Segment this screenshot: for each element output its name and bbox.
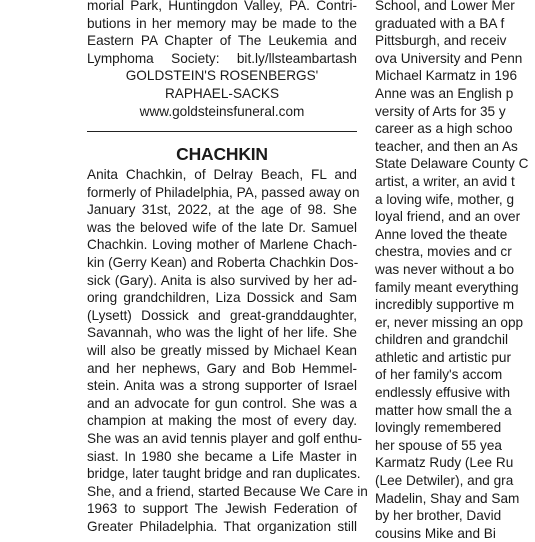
adjacent-obituary-line: er, never missing an opp	[375, 314, 524, 330]
adjacent-obituary-line: career as a high schoo	[375, 121, 513, 137]
funeral-home-name: GOLDSTEIN'S ROSENBERGS'	[125, 68, 319, 84]
adjacent-obituary-line: lovingly remembered	[375, 420, 502, 436]
obituary-body-line: Anita Chachkin, of Delray Beach, FL and	[87, 167, 357, 182]
adjacent-obituary-line: loyal friend, and an over	[375, 209, 521, 225]
adjacent-obituary-body	[375, 0, 535, 542]
adjacent-obituary-line: athletic and artistic pur	[375, 349, 512, 365]
adjacent-obituary-line: endlessly effusive with	[375, 385, 511, 401]
obituary-body-line: Savannah, who was the light of her life. She	[87, 325, 357, 341]
funeral-home-website: www.goldsteinsfuneral.com	[139, 103, 305, 119]
obituary-body-line: (Lysett) Dossick and great-granddaughter,	[87, 307, 357, 323]
adjacent-obituary-line: chestra, movies and cr	[375, 244, 512, 260]
adjacent-obituary-line: Michael Karmatz in 196	[375, 68, 518, 84]
adjacent-obituary-line: versity of Arts for 35 y	[375, 103, 506, 119]
obituary-headline: CHACHKIN	[176, 144, 268, 164]
adjacent-obituary-line: School, and Lower Mer	[375, 0, 515, 13]
obituary-body-line: stein. Anita was a strong supporter of Israel	[87, 378, 357, 394]
adjacent-obituary-line: Anne was an English p	[375, 85, 514, 101]
section-divider	[87, 131, 357, 132]
adjacent-obituary-line: children and grandchil	[375, 332, 509, 348]
obituary-body-line: champion at making the most of every day.	[87, 413, 357, 429]
obituary-body-line: formerly of Philadelphia, PA, passed away on	[87, 184, 360, 200]
adjacent-obituary-line: Karmatz Rudy (Lee Ru	[375, 455, 514, 471]
previous-notice-line: Lymphoma Society: bit.ly/llsteambartash	[87, 50, 357, 66]
obituary-body-line: Greater Philadelphia. That organization still	[87, 518, 357, 534]
obituary-body	[87, 166, 368, 535]
obituary-body-line: kin (Gerry Kean) and Roberta Chachkin Dos-	[87, 254, 359, 270]
adjacent-obituary-line: family meant everything	[375, 279, 519, 295]
adjacent-obituary-line: her spouse of 55 yea	[375, 437, 502, 453]
adjacent-obituary-line: cousins Mike and Bi	[375, 525, 496, 541]
obituary-body-line: Chachkin. Loving mother of Marlene Chach-	[87, 237, 357, 253]
obituary-body-line: and an advocate for gun control. She was a	[87, 395, 357, 411]
obituary-body-line: January 31st, 2022, at the age of 98. She	[87, 202, 357, 218]
left-obituary-column	[87, 0, 368, 534]
adjacent-obituary-line: a loving wife, mother, g	[375, 191, 515, 207]
obituary-body-line: oring grandchildren, Liza Dossick and Sam	[87, 290, 357, 306]
obituary-body-line: 1963 to support The Jewish Federation of	[87, 501, 357, 517]
adjacent-obituary-line: Pittsburgh, and receiv	[375, 33, 507, 49]
obituary-body-line: siast. In 1980 she became a Life Master in	[87, 448, 357, 464]
adjacent-obituary-line: incredibly supportive m	[375, 297, 515, 313]
adjacent-obituary-line: State Delaware County C	[375, 156, 529, 172]
obituary-body-line: bridge, later taught bridge and ran duplicates.	[87, 466, 361, 482]
adjacent-obituary-line: artist, a writer, an avid t	[375, 173, 515, 189]
obituary-body-line: was the beloved wife of the late Dr. Samuel	[87, 219, 357, 235]
previous-obituary-ending	[87, 0, 357, 120]
adjacent-obituary-line: graduated with a BA f	[375, 15, 505, 31]
obituary-body-line: will also be greatly missed by Michael Kean	[87, 342, 357, 358]
right-obituary-column	[375, 0, 529, 541]
previous-notice-line: butions in her memory may be made to the	[87, 15, 357, 31]
adjacent-obituary-line: by her brother, David	[375, 508, 502, 524]
funeral-home-name: RAPHAEL-SACKS	[164, 85, 280, 101]
obituary-body-line: sick (Gary). Anita is also survived by her ad-	[87, 272, 357, 288]
previous-notice-line: Eastern PA Chapter of The Leukemia and	[87, 33, 357, 49]
previous-notice-line: morial Park, Huntingdon Valley, PA. Contri-	[87, 0, 357, 13]
adjacent-obituary-line: teacher, and then an As	[375, 138, 518, 154]
obituary-body-line: She was an avid tennis player and golf enthu-	[87, 430, 363, 446]
adjacent-obituary-line: of her family's accom	[375, 367, 503, 383]
adjacent-obituary-line: was never without a bo	[375, 261, 515, 277]
adjacent-obituary-line: Anne loved the theate	[375, 226, 508, 242]
adjacent-obituary-line: (Lee Detwiler), and gra	[375, 473, 514, 489]
adjacent-obituary-line: Madelin, Shay and Sam	[375, 490, 520, 506]
adjacent-obituary-line: matter how small the a	[375, 402, 512, 418]
adjacent-obituary-line: ova University and Penn	[375, 50, 523, 66]
obituary-body-line: and her nephews, Gary and Bob Hemmel-	[87, 360, 357, 376]
obituary-body-line: She, and a friend, started Because We Care in	[87, 483, 368, 499]
